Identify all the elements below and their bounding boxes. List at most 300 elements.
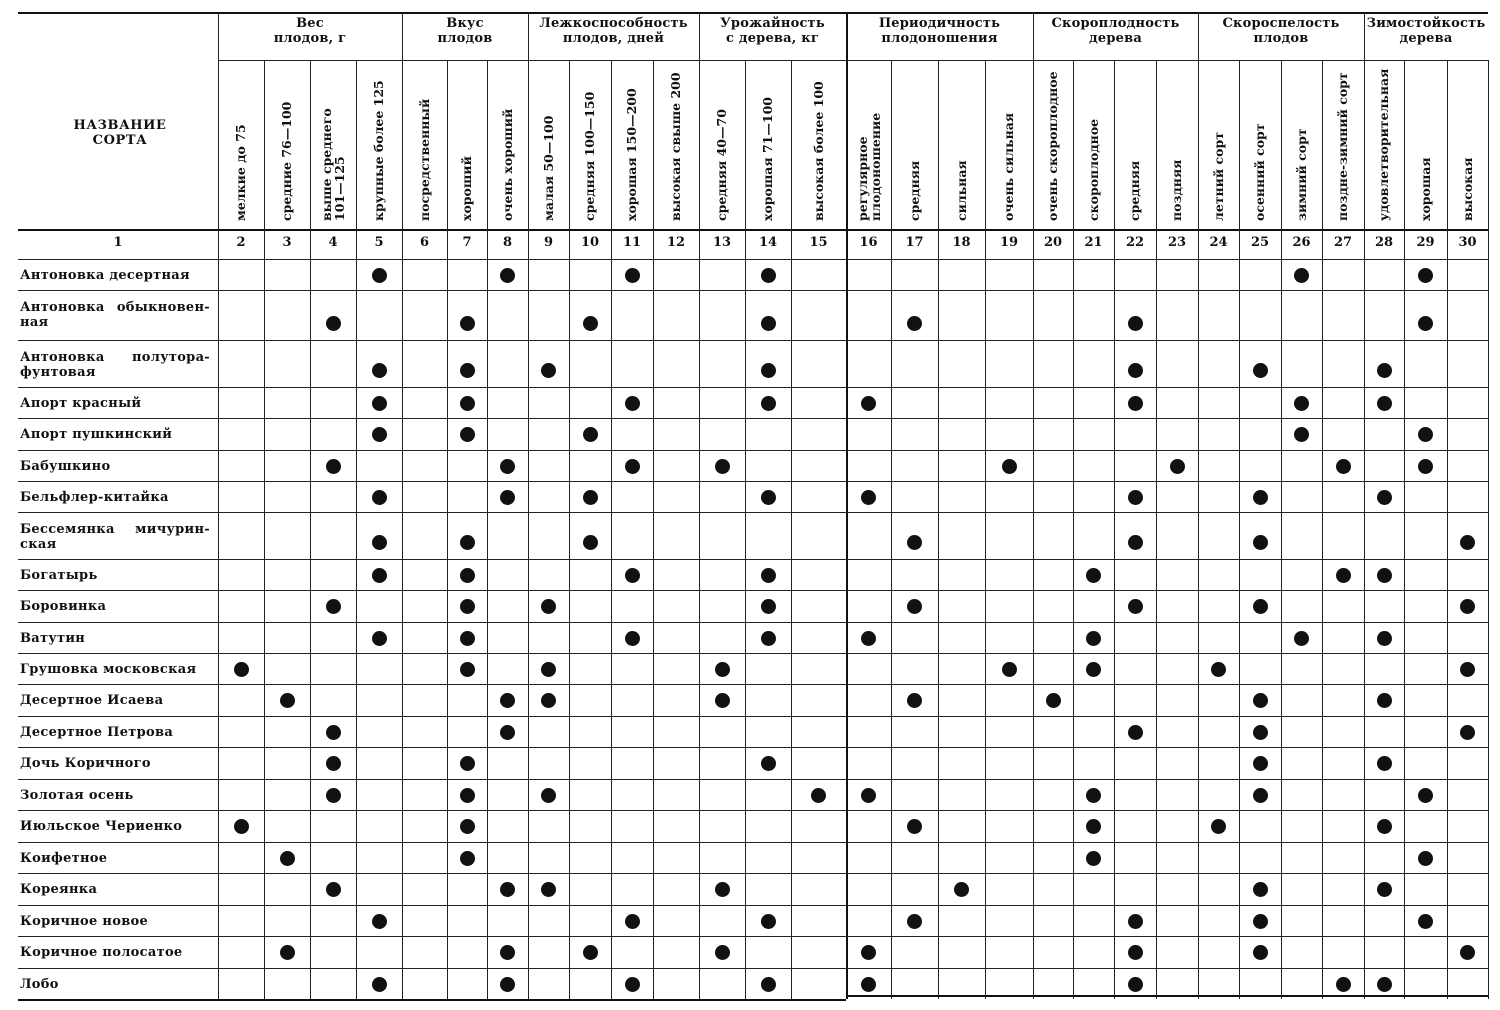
mark-dot <box>1418 316 1433 331</box>
variety-name <box>20 268 210 283</box>
mark-dot <box>1253 882 1268 897</box>
mark-dot <box>625 914 640 929</box>
mark-dot <box>372 631 387 646</box>
mark-dot <box>372 363 387 378</box>
subheader-col-21: скороплодное <box>1085 118 1101 221</box>
mark-dot <box>372 427 387 442</box>
mark-dot <box>280 945 295 960</box>
column-rule <box>846 12 848 999</box>
mark-dot <box>326 882 341 897</box>
mark-dot <box>583 490 598 505</box>
subheader-col-26: зимний сорт <box>1293 128 1309 221</box>
mark-dot <box>761 316 776 331</box>
group-header-4: Урожайность с дерева, кг <box>720 16 825 46</box>
mark-dot <box>460 316 475 331</box>
column-rule <box>356 60 357 999</box>
mark-dot <box>326 459 341 474</box>
variety-name <box>20 300 210 330</box>
column-number-23: 23 <box>1167 235 1187 250</box>
column-number-28: 28 <box>1374 235 1394 250</box>
mark-dot <box>861 977 876 992</box>
variety-name <box>20 882 210 897</box>
row-rule <box>18 653 1488 654</box>
mark-dot <box>460 363 475 378</box>
mark-dot <box>715 882 730 897</box>
subheader-col-22: средняя <box>1127 160 1142 221</box>
column-number-26: 26 <box>1292 235 1311 250</box>
column-rule <box>745 60 746 999</box>
variety-name-line1: Золотая осень <box>20 788 134 803</box>
mark-dot <box>326 725 341 740</box>
subheader-col-27: поздне-зимний сорт <box>1335 72 1350 221</box>
mark-dot <box>234 662 249 677</box>
mark-dot <box>625 568 640 583</box>
variety-name <box>20 522 210 552</box>
column-rule <box>1156 60 1157 999</box>
mark-dot <box>761 977 776 992</box>
subheader-col-9: малая 50—100 <box>540 115 556 221</box>
mark-dot <box>1128 535 1143 550</box>
mark-dot <box>500 459 515 474</box>
subheader-col-11: хорошая 150—200 <box>624 88 639 221</box>
variety-name <box>20 568 210 583</box>
mark-dot <box>460 662 475 677</box>
subheader-col-8: очень хороший <box>499 108 515 221</box>
variety-name-line1: Апорт пушкинский <box>20 427 173 442</box>
column-rule <box>891 60 892 999</box>
variety-name-line1: Коричное полосатое <box>20 945 183 960</box>
variety-name-line2: ная <box>20 315 49 330</box>
mark-dot <box>1460 945 1475 960</box>
column-rule <box>528 12 529 999</box>
group-header-3: Лежкоспособность плодов, дней <box>539 16 688 46</box>
mark-dot <box>1128 396 1143 411</box>
row-rule <box>18 340 1488 341</box>
variety-name-line1: Десертное Исаева <box>20 693 164 708</box>
variety-name-header: НАЗВАНИЕ СОРТА <box>73 118 167 148</box>
row-rule <box>18 716 1488 717</box>
mark-dot <box>326 788 341 803</box>
mark-dot <box>500 268 515 283</box>
mark-dot <box>460 396 475 411</box>
column-rule <box>1073 60 1074 999</box>
group-header-7: Скороспелость плодов <box>1222 16 1340 46</box>
table-top-rule <box>18 12 1488 14</box>
mark-dot <box>1418 914 1433 929</box>
mark-dot <box>1253 535 1268 550</box>
subheader-col-25: осенний сорт <box>1252 123 1267 221</box>
mark-dot <box>1418 851 1433 866</box>
column-number-27: 27 <box>1333 235 1353 250</box>
column-number-12: 12 <box>666 235 686 250</box>
column-rule <box>1488 60 1489 999</box>
mark-dot <box>1253 599 1268 614</box>
variety-name-line1: Коифетное <box>20 851 108 866</box>
mark-dot <box>625 268 640 283</box>
subheader-col-3: средние 76—100 <box>279 101 294 221</box>
mark-dot <box>1046 693 1061 708</box>
mark-dot <box>1086 788 1101 803</box>
row-rule <box>18 936 1488 937</box>
column-number-9: 9 <box>543 235 554 250</box>
group-header-8: Зимостойкость дерева <box>1366 16 1486 46</box>
column-number-7: 7 <box>462 235 472 250</box>
variety-name-line1: Бабушкино <box>20 459 111 474</box>
subheader-col-24: летний сорт <box>1210 132 1226 221</box>
column-rule <box>1281 60 1282 999</box>
column-number-21: 21 <box>1084 235 1103 250</box>
mark-dot <box>1128 363 1143 378</box>
mark-dot <box>1170 459 1185 474</box>
variety-name <box>20 756 210 771</box>
column-rule <box>1404 60 1405 999</box>
column-rule <box>487 60 488 999</box>
mark-dot <box>372 490 387 505</box>
mark-dot <box>1128 914 1143 929</box>
mark-dot <box>1253 363 1268 378</box>
mark-dot <box>861 631 876 646</box>
mark-dot <box>1377 882 1392 897</box>
mark-dot <box>1128 490 1143 505</box>
mark-dot <box>234 819 249 834</box>
row-rule <box>18 747 1488 748</box>
mark-dot <box>761 756 776 771</box>
mark-dot <box>1086 662 1101 677</box>
mark-dot <box>372 568 387 583</box>
mark-dot <box>541 662 556 677</box>
mark-dot <box>1128 316 1143 331</box>
column-number-6: 6 <box>419 235 430 250</box>
group-header-5: Периодичность плодоношения <box>878 16 1001 46</box>
mark-dot <box>715 693 730 708</box>
variety-name-line1: Антоновка полутора- <box>20 350 210 365</box>
mark-dot <box>460 819 475 834</box>
row-rule <box>18 512 1488 513</box>
group-header-rule <box>218 60 1488 61</box>
variety-name <box>20 459 210 474</box>
column-number-30: 30 <box>1458 235 1477 250</box>
row-rule <box>18 968 1488 969</box>
row-rule <box>18 622 1488 623</box>
column-rule <box>402 12 403 999</box>
variety-name <box>20 396 210 411</box>
mark-dot <box>1086 819 1101 834</box>
mark-dot <box>1128 977 1143 992</box>
table-bottom-rule-left <box>18 999 846 1001</box>
mark-dot <box>372 268 387 283</box>
column-rule <box>310 60 311 999</box>
variety-name <box>20 977 210 992</box>
mark-dot <box>907 316 922 331</box>
mark-dot <box>625 631 640 646</box>
subheader-col-30: высокая <box>1459 157 1475 221</box>
mark-dot <box>541 693 556 708</box>
row-rule <box>18 779 1488 780</box>
variety-name <box>20 350 210 380</box>
mark-dot <box>811 788 826 803</box>
variety-name <box>20 851 210 866</box>
variety-name <box>20 945 210 960</box>
mark-dot <box>1211 662 1226 677</box>
mark-dot <box>1253 693 1268 708</box>
mark-dot <box>1418 788 1433 803</box>
mark-dot <box>1253 756 1268 771</box>
row-rule <box>18 905 1488 906</box>
mark-dot <box>460 599 475 614</box>
mark-dot <box>1460 662 1475 677</box>
mark-dot <box>1128 725 1143 740</box>
mark-dot <box>1253 788 1268 803</box>
mark-dot <box>1460 535 1475 550</box>
variety-name-line1: Дочь Коричного <box>20 756 151 771</box>
mark-dot <box>1294 396 1309 411</box>
column-rule <box>699 12 700 999</box>
row-rule <box>18 290 1488 291</box>
mark-dot <box>1002 459 1017 474</box>
variety-name-line1: Грушовка московская <box>20 662 197 677</box>
subheader-col-4: выше среднего 101—125 <box>319 108 347 221</box>
row-rule <box>18 590 1488 591</box>
mark-dot <box>1377 693 1392 708</box>
column-rule <box>1364 12 1365 999</box>
row-rule <box>18 842 1488 843</box>
variety-name-line1: Апорт красный <box>20 396 142 411</box>
mark-dot <box>861 945 876 960</box>
subheader-col-13: средняя 40—70 <box>714 109 729 221</box>
mark-dot <box>861 788 876 803</box>
row-rule <box>18 684 1488 685</box>
subheader-col-23: поздняя <box>1169 159 1184 221</box>
subheader-col-20: очень скороплодное <box>1045 71 1060 221</box>
mark-dot <box>1377 363 1392 378</box>
mark-dot <box>1377 977 1392 992</box>
variety-name-line1: Кореянка <box>20 882 98 897</box>
mark-dot <box>761 268 776 283</box>
mark-dot <box>500 977 515 992</box>
column-rule <box>1033 12 1034 999</box>
column-number-13: 13 <box>712 235 732 250</box>
mark-dot <box>541 788 556 803</box>
mark-dot <box>1086 631 1101 646</box>
mark-dot <box>541 882 556 897</box>
column-rule <box>611 60 612 999</box>
mark-dot <box>761 568 776 583</box>
mark-dot <box>460 756 475 771</box>
subheader-col-28: удовлетворительная <box>1376 68 1391 221</box>
column-number-14: 14 <box>758 235 778 250</box>
group-header-1: Вес плодов, г <box>273 16 347 46</box>
mark-dot <box>541 363 556 378</box>
mark-dot <box>907 599 922 614</box>
mark-dot <box>761 631 776 646</box>
column-rule <box>264 60 265 999</box>
mark-dot <box>326 756 341 771</box>
column-rule <box>1322 60 1323 999</box>
row-rule <box>18 450 1488 451</box>
mark-dot <box>625 977 640 992</box>
mark-dot <box>861 396 876 411</box>
variety-name-line1: Коричное новое <box>20 914 149 929</box>
mark-dot <box>761 599 776 614</box>
mark-dot <box>1418 268 1433 283</box>
mark-dot <box>715 662 730 677</box>
column-rule <box>1198 12 1199 999</box>
variety-name-line1: Десертное Петрова <box>20 725 174 740</box>
column-number-22: 22 <box>1125 235 1145 250</box>
mark-dot <box>280 851 295 866</box>
mark-dot <box>500 882 515 897</box>
mark-dot <box>500 693 515 708</box>
mark-dot <box>907 693 922 708</box>
variety-name-line1: Антоновка обыкновен- <box>20 300 210 315</box>
column-rule <box>985 60 986 999</box>
column-number-20: 20 <box>1043 235 1063 250</box>
mark-dot <box>372 977 387 992</box>
mark-dot <box>583 945 598 960</box>
column-rule <box>653 60 654 999</box>
mark-dot <box>1377 490 1392 505</box>
group-header-6: Скороплодность дерева <box>1051 16 1180 46</box>
variety-name-line1: Июльское Чериенко <box>20 819 183 834</box>
column-number-2: 2 <box>236 235 246 250</box>
column-rule <box>218 12 219 999</box>
column-number-24: 24 <box>1209 235 1228 250</box>
subheader-col-5: крупные более 125 <box>371 80 386 221</box>
column-number-8: 8 <box>502 235 513 250</box>
subheader-col-17: средняя <box>906 160 922 221</box>
column-rule <box>1447 60 1448 999</box>
subheader-col-12: высокая свыше 200 <box>668 72 683 221</box>
mark-dot <box>1336 568 1351 583</box>
variety-name-line1: Боровинка <box>20 599 107 614</box>
mark-dot <box>1336 977 1351 992</box>
column-rule <box>447 60 448 999</box>
mark-dot <box>907 819 922 834</box>
row-rule <box>18 259 1488 260</box>
column-number-11: 11 <box>622 235 642 250</box>
mark-dot <box>1128 599 1143 614</box>
column-number-16: 16 <box>859 235 878 250</box>
column-number-3: 3 <box>282 235 292 250</box>
mark-dot <box>625 396 640 411</box>
mark-dot <box>372 914 387 929</box>
mark-dot <box>715 459 730 474</box>
variety-name-line1: Богатырь <box>20 568 98 583</box>
mark-dot <box>907 914 922 929</box>
mark-dot <box>583 316 598 331</box>
mark-dot <box>460 427 475 442</box>
mark-dot <box>761 396 776 411</box>
mark-dot <box>1294 427 1309 442</box>
subheader-col-6: посредственный <box>416 98 432 221</box>
mark-dot <box>1086 568 1101 583</box>
mark-dot <box>500 725 515 740</box>
mark-dot <box>715 945 730 960</box>
variety-name <box>20 631 210 646</box>
mark-dot <box>1460 725 1475 740</box>
column-number-4: 4 <box>328 235 338 250</box>
mark-dot <box>1294 268 1309 283</box>
mark-dot <box>1377 756 1392 771</box>
mark-dot <box>1002 662 1017 677</box>
column-rule <box>791 60 792 999</box>
column-number-18: 18 <box>952 235 971 250</box>
column-number-25: 25 <box>1250 235 1270 250</box>
mark-dot <box>1294 631 1309 646</box>
mark-dot <box>1377 568 1392 583</box>
subheader-col-18: сильная <box>953 160 969 221</box>
subheader-col-16: регулярное плодоношение <box>854 112 883 221</box>
mark-dot <box>583 535 598 550</box>
variety-name-line2: фунтовая <box>20 365 96 380</box>
group-header-2: Вкус плодов <box>437 16 493 46</box>
subheader-col-15: высокая более 100 <box>810 81 826 221</box>
column-number-19: 19 <box>999 235 1019 250</box>
mark-dot <box>1377 631 1392 646</box>
header-bottom-rule <box>18 229 1488 231</box>
mark-dot <box>1211 819 1226 834</box>
mark-dot <box>280 693 295 708</box>
mark-dot <box>1253 914 1268 929</box>
variety-name-line1: Бельфлер-китайка <box>20 490 169 505</box>
column-rule <box>1114 60 1115 999</box>
mark-dot <box>625 459 640 474</box>
mark-dot <box>500 945 515 960</box>
mark-dot <box>583 427 598 442</box>
mark-dot <box>954 882 969 897</box>
mark-dot <box>460 535 475 550</box>
variety-name <box>20 725 210 740</box>
row-rule <box>18 559 1488 560</box>
column-number-5: 5 <box>374 235 384 250</box>
subheader-col-19: очень сильная <box>1001 112 1016 221</box>
variety-name-line2: ская <box>20 537 57 552</box>
table-bottom-rule-right <box>846 995 1488 997</box>
subheader-col-7: хороший <box>459 156 474 221</box>
subheader-col-2: мелкие до 75 <box>233 124 248 221</box>
variety-name <box>20 819 210 834</box>
mark-dot <box>1253 725 1268 740</box>
mark-dot <box>907 535 922 550</box>
mark-dot <box>1418 427 1433 442</box>
variety-name-line1: Ватутин <box>20 631 86 646</box>
mark-dot <box>500 490 515 505</box>
variety-name-line1: Антоновка десертная <box>20 268 190 283</box>
variety-name <box>20 788 210 803</box>
column-number-17: 17 <box>905 235 924 250</box>
variety-name <box>20 662 210 677</box>
row-rule <box>18 481 1488 482</box>
column-number-15: 15 <box>809 235 828 250</box>
mark-dot <box>460 631 475 646</box>
mark-dot <box>1253 945 1268 960</box>
row-rule <box>18 387 1488 388</box>
mark-dot <box>1128 945 1143 960</box>
mark-dot <box>761 490 776 505</box>
mark-dot <box>1377 396 1392 411</box>
column-number-29: 29 <box>1416 235 1435 250</box>
mark-dot <box>460 851 475 866</box>
subheader-col-14: хорошая 71—100 <box>760 97 775 221</box>
row-rule <box>18 873 1488 874</box>
mark-dot <box>861 490 876 505</box>
row-rule <box>18 418 1488 419</box>
mark-dot <box>1253 490 1268 505</box>
variety-name-line1: Бессемянка мичурин- <box>20 522 210 537</box>
subheader-col-29: хорошая <box>1417 157 1433 221</box>
variety-name-line1: Лобо <box>20 977 59 992</box>
variety-name <box>20 914 210 929</box>
